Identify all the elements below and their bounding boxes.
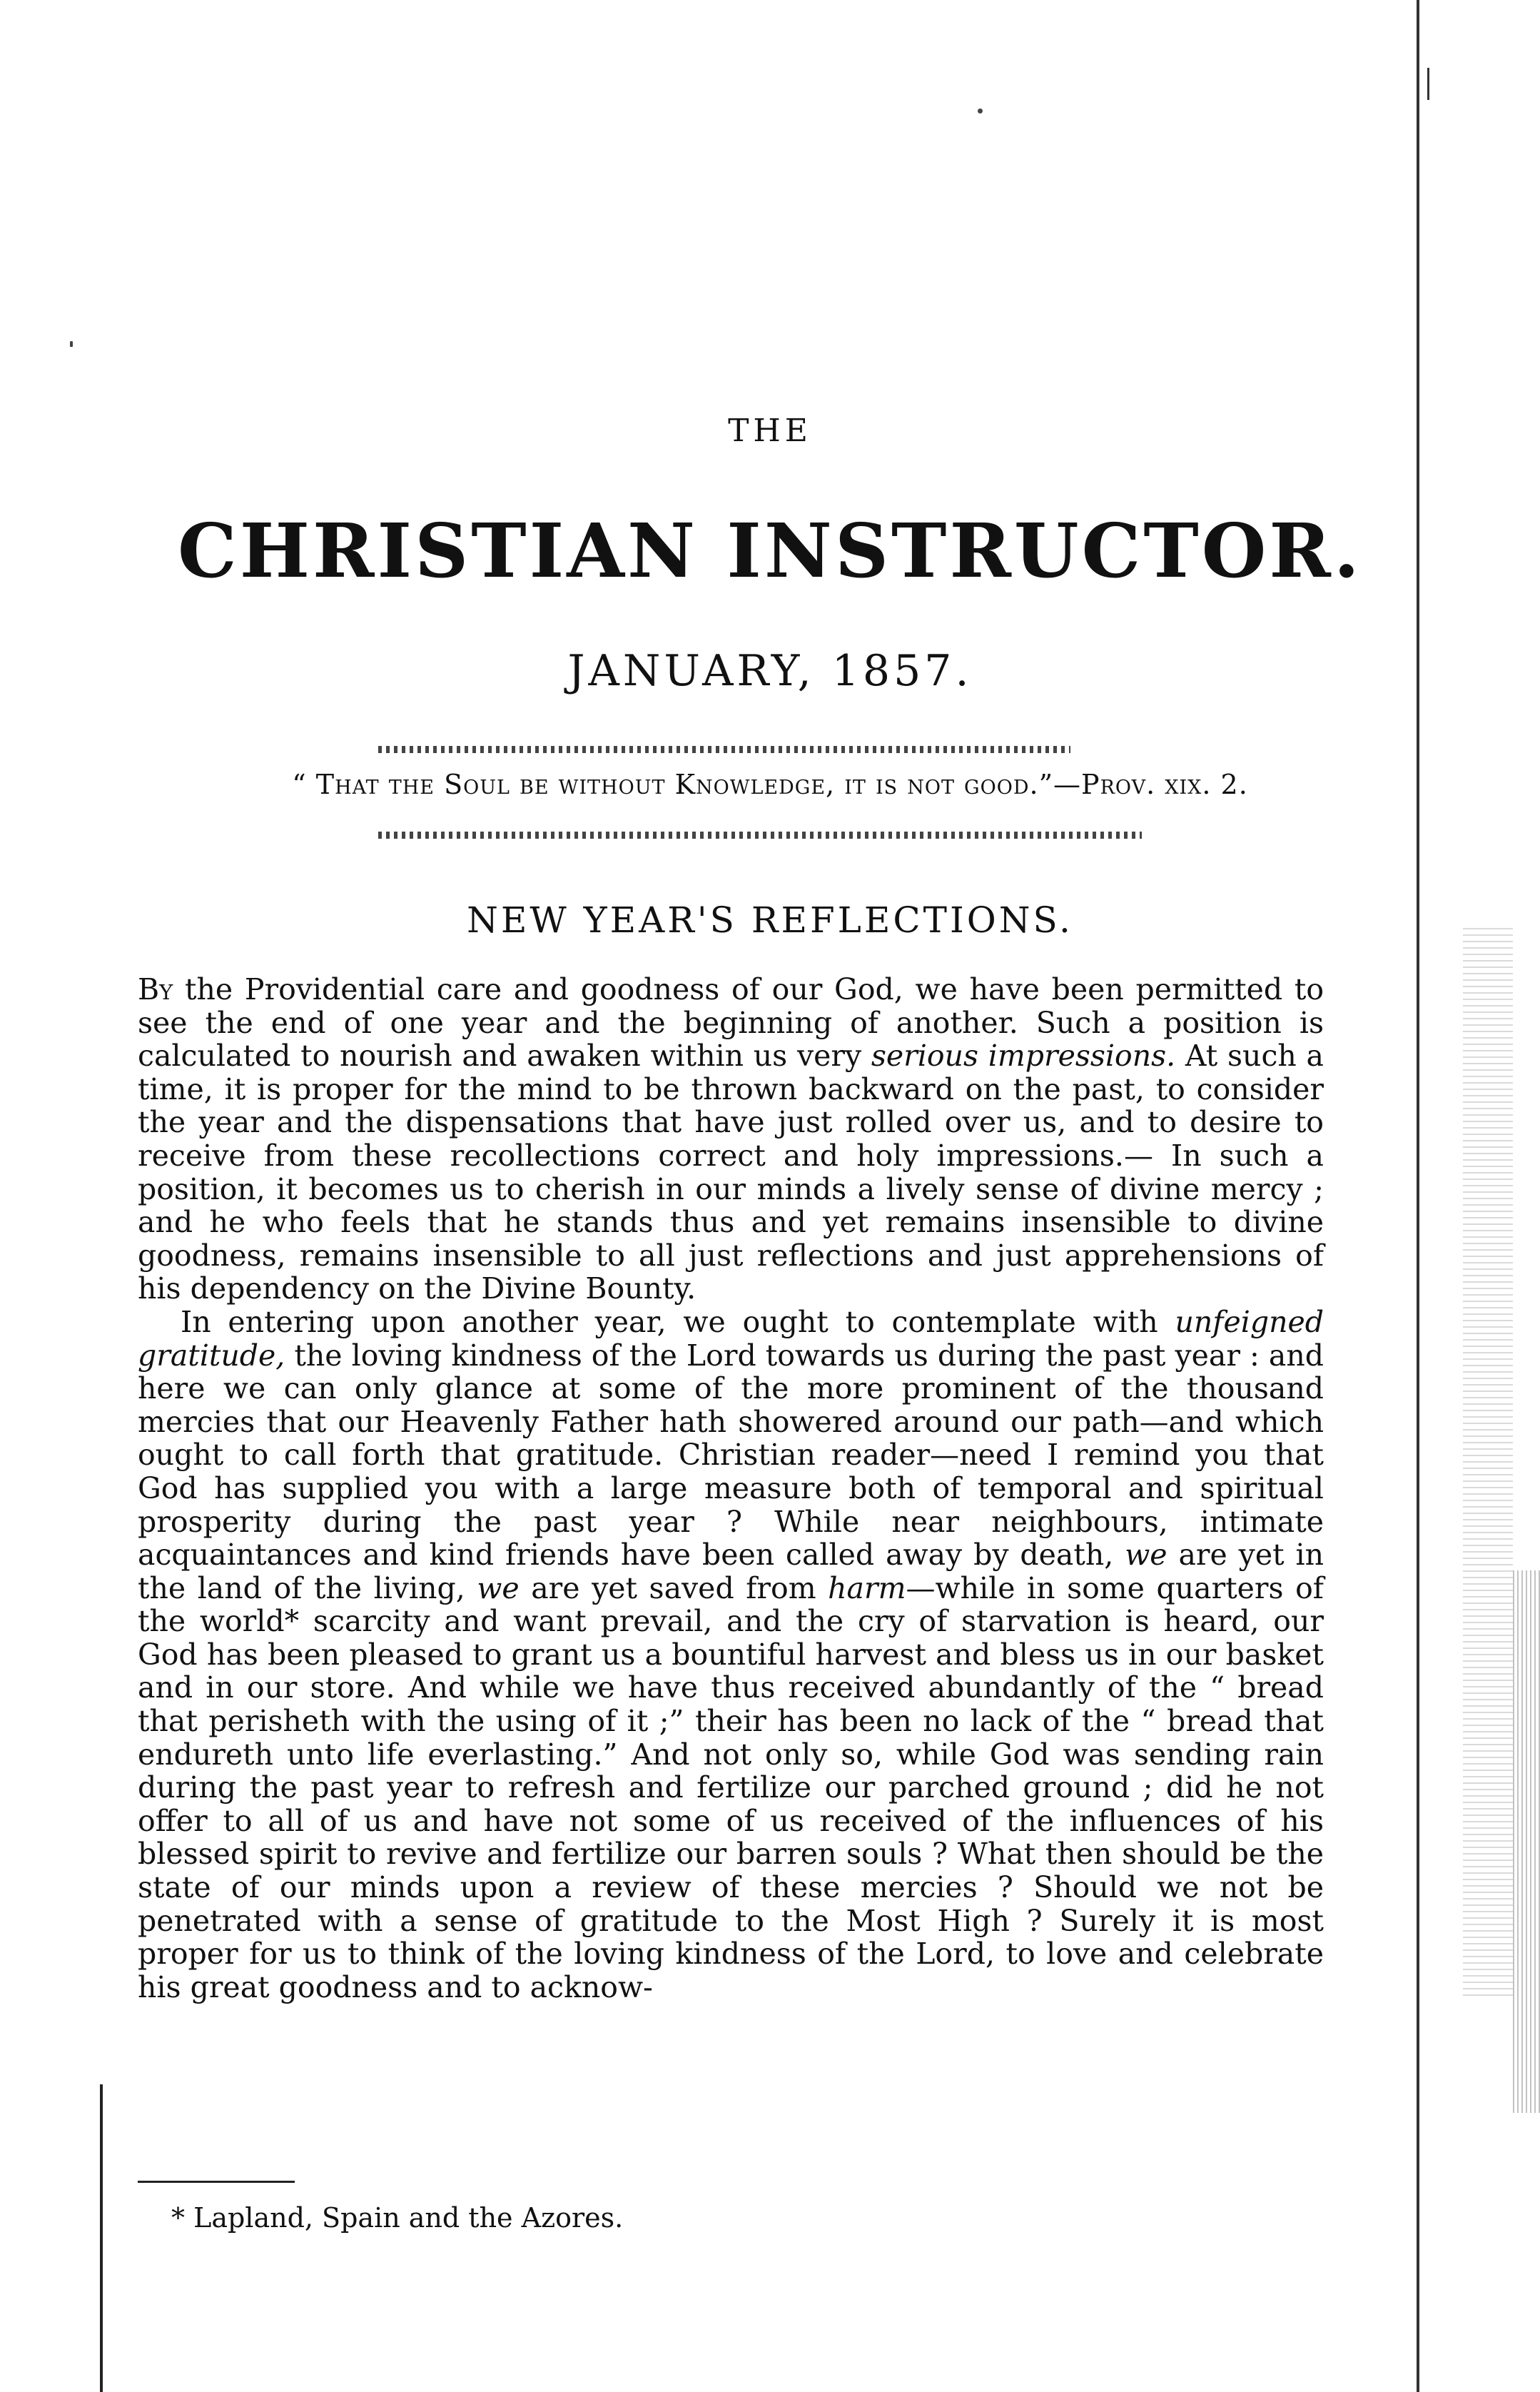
scan-edge-noise [1513,1570,1540,2113]
masthead-article: THE [728,413,812,449]
ornamental-rule-top [378,746,1070,753]
emphasis: harm [828,1570,906,1605]
article-heading: NEW YEAR'S REFLECTIONS. [467,899,1073,941]
page-edge-rule [100,2084,103,2392]
ink-spot [70,341,73,347]
motto: “ That the Soul be without Knowledge, it is not good.”—Prov. xix. 2. [292,769,1248,800]
footnote: * Lapland, Spain and the Azores. [171,2202,624,2234]
scan-gutter-line [1417,0,1419,2392]
text-run: At such a time, it is proper for the mind to be thrown backward on the past, to consider the year and the dispensations that have just rolled over us, and to desire to receive from these recollections correct and holy impressions.— In such a position, it becomes us to cherish in our minds a lively sense of divine mercy ; and he who feels that he stands thus and yet remains insensible to divine goodness, remains insensible to all just reflections and just apprehensions of his dependency on the Divine Bounty. [138,1039,1324,1306]
text-run: the loving kindness of the Lord towards us during the past year : and here we can only glance at some of the more prominent of the thousand mercies that our Heavenly Father hath showered around our path—and which ought to call forth that gratitude. Christian reader—need I remind you that God has supplied you with a large measure both of temporal and spiritual prosperity during the past year ? While near neighbours, intimate acquaintances and kind friends have been called away by death, [138,1338,1324,1573]
paragraph [138,973,1324,1306]
ink-mark [1427,68,1429,100]
text-run: In entering upon another year, we ought to contemplate with [181,1304,1175,1339]
emphasis: serious impressions. [871,1039,1176,1074]
footnote-divider [138,2181,295,2183]
article-body [138,973,1324,2004]
scan-noise [1463,928,1513,1999]
ornamental-rule-bottom [378,832,1142,839]
text-run: are yet in the land of the living, [138,1538,1324,1605]
text-run: —while in some quarters of the world* scarcity and want prevail, and the cry of starvation is heard, our God has been pleased to grant us a bountiful harvest and bless us in our basket and in our store. And while we have thus received abundantly of the “ bread that perisheth with the using of it ;” their has been no lack of the “ bread that endureth unto life everlasting.” And not only so, while God was sending rain during the past year to refresh and fertilize our parched ground ; did he not offer to all of us and have not some of us received of the influences of his blessed spirit to revive and fertilize our barren souls ? What then should be the state of our minds upon a review of these mercies ? Should we not be penetrated with a sense of gratitude to the Most High ? Surely it is most proper for us to think of the loving kindness of the Lord, to love and celebrate his great goodness and to acknow- [138,1570,1324,2004]
ink-spot [978,109,983,113]
emphasis: we [477,1570,520,1605]
opening-word: By [138,972,173,1006]
emphasis: unfeigned gratitude, [138,1304,1324,1373]
paragraph [138,1306,1324,2004]
text-run: are yet saved from [519,1570,829,1605]
issue-date: JANUARY, 1857. [567,646,973,696]
text-run: the Providential care and goodness of our God, we have been permitted to see the end of one year and the beginning of another. Such a position is calculated to nourish and awaken within us very [138,972,1324,1074]
masthead-title: CHRISTIAN INSTRUCTOR. [178,507,1362,595]
emphasis: we [1125,1538,1167,1573]
